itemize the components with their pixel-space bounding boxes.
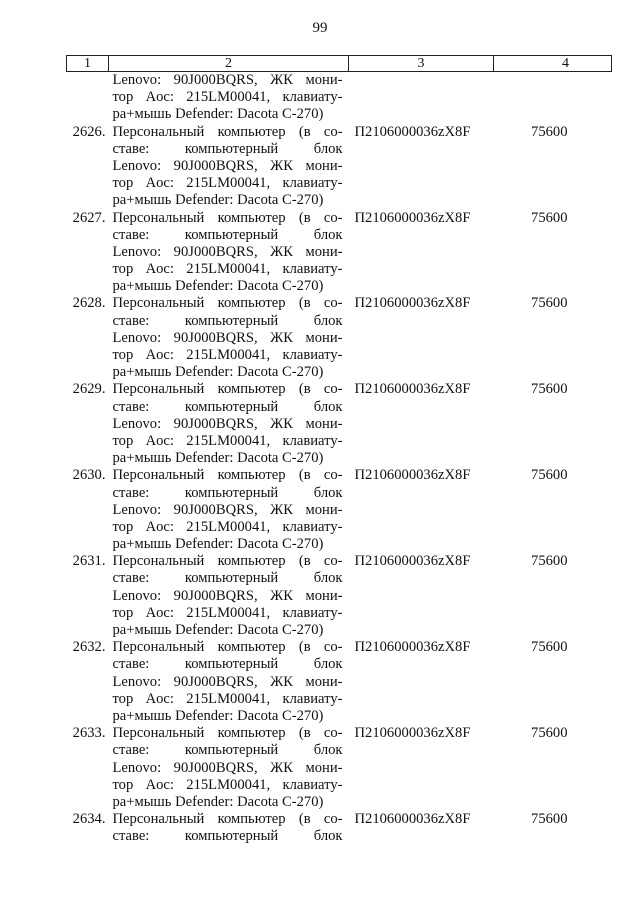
row-inventory-number: П2106000036zX8F (354, 725, 471, 742)
description-line: ра+мышь Defender: Dacota C-270) (112, 450, 324, 467)
header-col-4: 4 (494, 56, 612, 72)
description-line: ра+мышь Defender: Dacota C-270) (112, 278, 324, 295)
row-number (67, 72, 109, 124)
inventory-table (66, 55, 612, 845)
description-line: тор Aoc: 215LM00041, клавиату- (112, 261, 343, 278)
row-cost: 75600 (531, 467, 568, 484)
description-line: Lenovo: 90J000BQRS, ЖК мони- (112, 157, 343, 174)
row-inventory-number: П2106000036zX8F (354, 295, 471, 312)
header-col-3: 3 (349, 56, 494, 72)
description-line: Персональный компьютер (в со- (112, 467, 343, 484)
row-inventory-number: П2106000036zX8F (354, 811, 471, 828)
row-inventory-number: П2106000036zX8F (354, 123, 471, 140)
row-inventory-number: П2106000036zX8F (354, 467, 471, 484)
row-cost: 75600 (531, 123, 568, 140)
description-line: ра+мышь Defender: Dacota C-270) (112, 536, 324, 553)
description-line: ставе: компьютерный блок (112, 312, 343, 329)
description-line: Персональный компьютер (в со- (112, 123, 343, 140)
row-cost: 75600 (531, 381, 568, 398)
row-description (109, 210, 349, 296)
description-line: ра+мышь Defender: Dacota C-270) (112, 793, 324, 810)
description-line: Lenovo: 90J000BQRS, ЖК мони- (112, 72, 343, 88)
row-cost (494, 72, 612, 124)
description-line: Lenovo: 90J000BQRS, ЖК мони- (112, 501, 343, 518)
description-line: ра+мышь Defender: Dacota C-270) (112, 192, 324, 209)
row-number: 2626. (72, 123, 106, 140)
table-row (67, 295, 612, 381)
row-inventory-number: П2106000036zX8F (354, 209, 471, 226)
description-line: Персональный компьютер (в со- (112, 381, 343, 398)
description-line: ставе: компьютерный блок (112, 398, 343, 415)
table-header (67, 56, 612, 72)
description-line: ставе: компьютерный блок (112, 828, 343, 845)
table-row (67, 639, 612, 725)
description-line: ставе: компьютерный блок (112, 742, 343, 759)
table-row (67, 725, 612, 811)
row-cost: 75600 (531, 811, 568, 828)
table-row (67, 553, 612, 639)
table-row (67, 381, 612, 467)
description-line: тор Aoc: 215LM00041, клавиату- (112, 518, 343, 535)
description-line: ставе: компьютерный блок (112, 570, 343, 587)
row-number: 2630. (72, 467, 106, 484)
row-description (109, 639, 349, 725)
row-description (109, 124, 349, 210)
table-row (67, 811, 612, 845)
row-number: 2634. (72, 811, 106, 828)
table-row (67, 467, 612, 553)
continuation-row (67, 72, 612, 124)
row-description (109, 553, 349, 639)
row-inventory-number: П2106000036zX8F (354, 639, 471, 656)
description-line: Lenovo: 90J000BQRS, ЖК мони- (112, 673, 343, 690)
description-line: Lenovo: 90J000BQRS, ЖК мони- (112, 329, 343, 346)
description-line: тор Aoc: 215LM00041, клавиату- (112, 347, 343, 363)
table-body (67, 72, 612, 846)
row-inventory-number (349, 72, 494, 124)
row-description (109, 725, 349, 811)
page-number: 99 (312, 20, 328, 36)
description-line: ставе: компьютерный блок (112, 484, 343, 501)
description-line: Lenovo: 90J000BQRS, ЖК мони- (112, 415, 343, 432)
description-line: тор Aoc: 215LM00041, клавиату- (112, 690, 343, 707)
row-number: 2627. (72, 209, 106, 226)
description-line: ра+мышь Defender: Dacota C-270) (112, 707, 324, 724)
description-line: Персональный компьютер (в со- (112, 209, 343, 226)
description-line: ставе: компьютерный блок (112, 140, 343, 157)
description-line: Персональный компьютер (в со- (112, 811, 343, 828)
row-number: 2631. (72, 553, 106, 570)
description-line: Персональный компьютер (в со- (112, 553, 343, 570)
header-row (67, 56, 612, 72)
description-line: Lenovo: 90J000BQRS, ЖК мони- (112, 759, 343, 776)
row-cost: 75600 (531, 725, 568, 742)
row-description (109, 811, 349, 845)
row-cost: 75600 (531, 209, 568, 226)
description-line: тор Aoc: 215LM00041, клавиату- (112, 432, 343, 449)
header-col-2: 2 (109, 56, 349, 72)
header-col-1: 1 (67, 56, 109, 72)
row-description (109, 295, 349, 381)
row-number: 2632. (72, 639, 106, 656)
description-line: ставе: компьютерный блок (112, 226, 343, 243)
row-cost: 75600 (531, 639, 568, 656)
row-number: 2628. (72, 295, 106, 312)
row-description (109, 72, 349, 124)
table-row (67, 210, 612, 296)
row-description (109, 467, 349, 553)
row-cost: 75600 (531, 295, 568, 312)
description-line: ра+мышь Defender: Dacota C-270) (112, 106, 324, 123)
description-line: Персональный компьютер (в со- (112, 295, 343, 312)
description-line: тор Aoc: 215LM00041, клавиату- (112, 89, 343, 106)
table-row (67, 124, 612, 210)
description-line: Lenovo: 90J000BQRS, ЖК мони- (112, 243, 343, 260)
row-number: 2629. (72, 381, 106, 398)
description-line: ра+мышь Defender: Dacota C-270) (112, 622, 324, 638)
description-line: тор Aoc: 215LM00041, клавиату- (112, 776, 343, 793)
description-line: Персональный компьютер (в со- (112, 725, 343, 742)
row-number: 2633. (72, 725, 106, 742)
description-line: тор Aoc: 215LM00041, клавиату- (112, 175, 343, 192)
row-description (109, 381, 349, 467)
description-line: ра+мышь Defender: Dacota C-270) (112, 364, 324, 381)
row-cost: 75600 (531, 553, 568, 570)
description-line: Персональный компьютер (в со- (112, 639, 343, 656)
row-inventory-number: П2106000036zX8F (354, 553, 471, 570)
description-line: Lenovo: 90J000BQRS, ЖК мони- (112, 587, 343, 604)
description-line: ставе: компьютерный блок (112, 656, 343, 673)
row-inventory-number: П2106000036zX8F (354, 381, 471, 398)
description-line: тор Aoc: 215LM00041, клавиату- (112, 604, 343, 621)
